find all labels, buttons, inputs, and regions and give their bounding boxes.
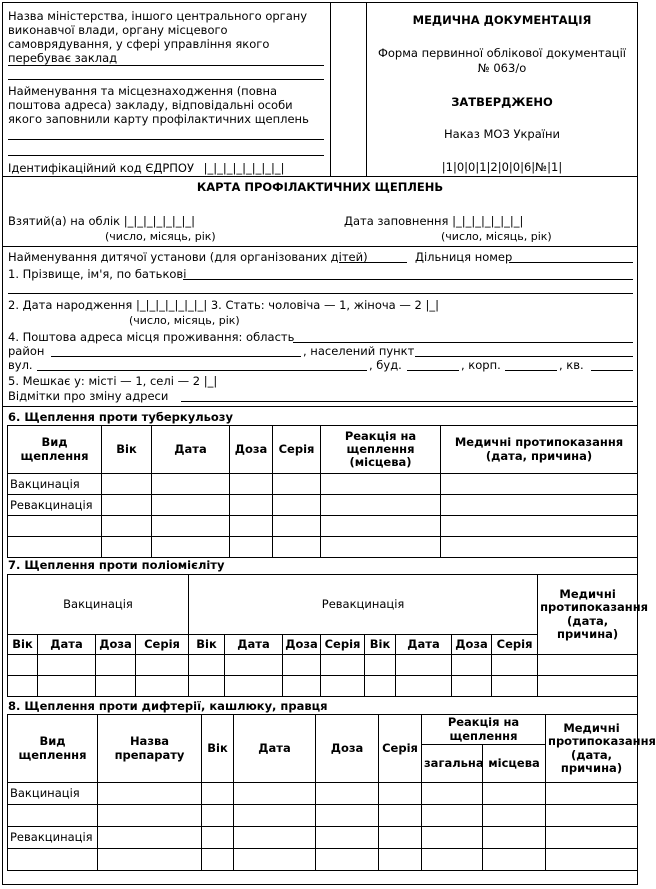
fill-date-field[interactable]: Дата заповнення |_|_|_|_|_|_|_| <box>344 214 524 228</box>
address-change-label: Відмітки про зміну адреси <box>8 389 169 403</box>
doc-title: МЕДИЧНА ДОКУМЕНТАЦІЯ <box>412 13 592 27</box>
field-4-district-line[interactable] <box>51 356 301 357</box>
fill-date-hint: (число, місяць, рік) <box>441 230 552 243</box>
card-title: КАРТА ПРОФІЛАКТИЧНИХ ЩЕПЛЕНЬ <box>196 180 444 194</box>
s6-row-label[interactable] <box>8 537 102 558</box>
field-4-street-line[interactable] <box>37 370 367 371</box>
s6-title: 6. Щеплення проти туберкульозу <box>8 410 233 424</box>
code-boxes: |1|0|0|1|2|0|0|6|№|1| <box>441 160 563 174</box>
table-row <box>8 827 638 849</box>
s7-h-revacc: Ревакцинація <box>189 575 538 635</box>
s6-row-label[interactable] <box>8 516 102 537</box>
table-row <box>8 474 638 495</box>
s8-h-date: Дата <box>234 715 316 783</box>
s8-h-series: Серія <box>379 715 422 783</box>
s8-h-contra: Медичні протипоказання (дата, причина) <box>546 715 638 783</box>
s8-h-dose: Доза <box>316 715 379 783</box>
ministry-line-1[interactable] <box>8 65 324 66</box>
field-4-settlement-line[interactable] <box>415 356 633 357</box>
s7-h-dose-3: Доза <box>452 635 492 655</box>
s7-title: 7. Щеплення проти поліомієліту <box>8 558 225 572</box>
field-1-line-2[interactable] <box>8 293 633 294</box>
s7-h-age-2: Вік <box>189 635 225 655</box>
table-row <box>8 655 638 676</box>
s7-h-series-1: Серія <box>136 635 189 655</box>
s8-row-label[interactable] <box>8 805 98 827</box>
registered-hint: (число, місяць, рік) <box>105 230 216 243</box>
s7-table <box>7 574 649 697</box>
s6-h-date: Дата <box>152 426 230 474</box>
s6-h-reaction: Реакція на щеплення (місцева) <box>321 426 441 474</box>
field-4-street: вул. <box>8 358 33 372</box>
institution-line[interactable] <box>339 262 407 263</box>
field-4-house-line[interactable] <box>407 370 459 371</box>
field-4-building: , корп. <box>461 358 501 372</box>
field-4-apt-line[interactable] <box>591 370 633 371</box>
facility-line-2[interactable] <box>8 155 324 156</box>
field-2-label: 2. Дата народження |_|_|_|_|_|_|_| 3. Стать: чоловіча — 1, жіноча — 2 |_| <box>8 298 439 312</box>
s8-h-general: загальна <box>422 745 483 783</box>
s7-h-date-1: Дата <box>38 635 96 655</box>
s8-h-reaction: Реакція на щеплення <box>422 715 546 745</box>
address-change-line[interactable] <box>181 401 633 402</box>
form-line1: Форма первинної облікової документації <box>378 46 626 60</box>
table-row <box>8 537 638 558</box>
approved: ЗАТВЕРДЖЕНО <box>451 95 553 109</box>
field-2-hint: (число, місяць, рік) <box>129 314 240 327</box>
s7-h-series-2: Серія <box>321 635 365 655</box>
field-4-building-line[interactable] <box>505 370 557 371</box>
field-1-line[interactable] <box>183 279 633 280</box>
s6-h-dose: Доза <box>230 426 273 474</box>
s8-table <box>7 714 656 871</box>
s7-h-dose-2: Доза <box>283 635 321 655</box>
s8-title: 8. Щеплення проти дифтерії, кашлюку, правця <box>8 699 328 713</box>
s6-h-series: Серія <box>273 426 321 474</box>
s7-h-dose-1: Доза <box>96 635 136 655</box>
table-row <box>8 495 638 516</box>
fields-divider <box>3 406 637 407</box>
field-4-apt: , кв. <box>559 358 584 372</box>
institution-label: Найменування дитячої установи (для організованих дітей) <box>8 250 368 264</box>
field-4-settlement: , населений пункт <box>303 344 415 358</box>
s8-row-label: Вакцинація <box>8 783 98 805</box>
s8-h-age: Вік <box>202 715 234 783</box>
header-bottom <box>3 176 637 177</box>
field-4-district: район <box>8 344 45 358</box>
field-4-label: 4. Поштова адреса місця проживання: область <box>8 330 295 344</box>
field-1-label: 1. Прізвище, ім'я, по батькові <box>8 267 187 281</box>
s6-table <box>7 425 638 558</box>
s7-h-age-1: Вік <box>8 635 38 655</box>
field-4-house: , буд. <box>369 358 402 372</box>
form-line2: № 063/о <box>477 61 527 75</box>
s8-h-local: місцева <box>483 745 546 783</box>
district-label: Дільниця номер <box>415 250 513 264</box>
table-row <box>8 516 638 537</box>
s7-h-age-3: Вік <box>365 635 396 655</box>
edrpou-text: Ідентифікаційний код ЄДРПОУ <box>8 161 194 175</box>
ministry-label: Назва міністерства, іншого центрального органу виконавчої влади, органу місцевого самоврядування, у сфері управління якого перебуває заклад <box>8 9 308 66</box>
edrpou-label <box>8 161 285 175</box>
s6-h-age: Вік <box>102 426 152 474</box>
header-divider-1 <box>330 3 331 176</box>
table-row <box>8 676 638 697</box>
form-063 <box>2 2 656 885</box>
table-row <box>8 805 638 827</box>
edrpou-boxes[interactable]: |_|_|_|_|_|_|_|_| <box>203 161 285 175</box>
header-divider-2 <box>366 3 367 176</box>
s6-row-label: Вакцинація <box>8 474 102 495</box>
s6-h-contra: Медичні протипоказання (дата, причина) <box>441 426 638 474</box>
district-line[interactable] <box>509 262 633 263</box>
field-4-region-line[interactable] <box>293 342 633 343</box>
s6-h-type: Вид щеплення <box>8 426 102 474</box>
s7-h-vacc: Вакцинація <box>8 575 189 635</box>
order: Наказ МОЗ України <box>444 127 560 141</box>
field-5-label: 5. Мешкає у: місті — 1, селі — 2 |_| <box>8 374 218 388</box>
s7-h-date-2: Дата <box>225 635 283 655</box>
facility-line-1[interactable] <box>8 139 324 140</box>
s6-row-label: Ревакцинація <box>8 495 102 516</box>
s7-h-series-3: Серія <box>492 635 538 655</box>
s8-h-prep: Назва препарату <box>98 715 202 783</box>
table-row <box>8 783 638 805</box>
table-row <box>8 849 638 871</box>
s8-row-label[interactable] <box>8 849 98 871</box>
s7-h-contra: Медичні протипоказання (дата, причина) <box>538 575 638 655</box>
card-divider <box>3 246 637 247</box>
s7-h-date-3: Дата <box>396 635 452 655</box>
s8-h-type: Вид щеплення <box>8 715 98 783</box>
registered-field[interactable]: Взятий(а) на облік |_|_|_|_|_|_|_| <box>8 214 195 228</box>
facility-label: Найменування та місцезнаходження (повна поштова адреса) закладу, відповідальні особи якого заповнили карту профілактичних щеплень <box>8 84 309 127</box>
s8-row-label: Ревакцинація <box>8 827 98 849</box>
ministry-line-2[interactable] <box>8 79 324 80</box>
